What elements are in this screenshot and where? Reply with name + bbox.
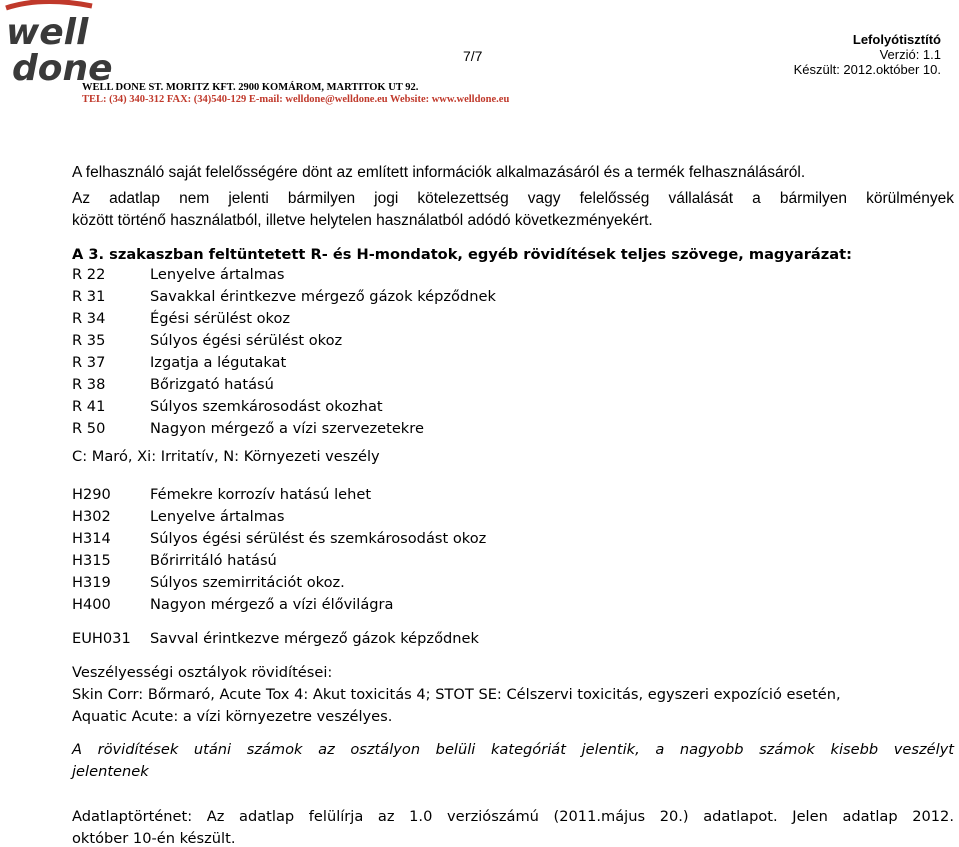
r-phrase-text: Bőrizgató hatású — [150, 376, 274, 393]
h-phrase-text: Nagyon mérgező a vízi élővilágra — [150, 596, 394, 613]
disclaimer-line-3: között történő használatból, illetve helytelen használatból adódó következményekért. — [72, 212, 653, 229]
company-address: WELL DONE ST. MORITZ KFT. 2900 KOMÁROM, MARTITOK UT 92. — [82, 82, 419, 93]
hazard-classes-heading: Veszélyességi osztályok rövidítései: — [72, 664, 333, 681]
r-phrase-row — [72, 332, 342, 349]
category-note-line-1 — [72, 741, 954, 758]
r-phrase-text: Súlyos égési sérülést okoz — [150, 332, 343, 349]
document-header-info — [794, 32, 941, 77]
company-logo — [2, 0, 114, 92]
r-phrase-text: Súlyos szemkárosodást okozhat — [150, 398, 383, 415]
r-phrase-row — [72, 420, 424, 437]
euh-phrase-row — [72, 630, 479, 647]
company-info — [82, 82, 509, 106]
h-phrase-row — [72, 486, 371, 503]
disclaimer-line-2 — [72, 188, 954, 209]
r-phrase-code: R 34 — [72, 310, 106, 327]
h-phrase-text: Súlyos szemirritációt okoz. — [150, 574, 345, 591]
r-phrase-text: Izgatja a légutakat — [150, 354, 287, 371]
h-phrase-code: H290 — [72, 486, 111, 503]
r-phrase-row — [72, 376, 274, 393]
h-phrase-code: H314 — [72, 530, 111, 547]
euh-phrase-code: EUH031 — [72, 630, 131, 647]
h-phrase-text: Súlyos égési sérülést és szemkárosodást okoz — [150, 530, 487, 547]
hazard-symbols-line: C: Maró, Xi: Irritatív, N: Környezeti veszély — [72, 448, 380, 465]
history-line-2: október 10-én készült. — [72, 830, 236, 847]
r-phrase-code: R 38 — [72, 376, 106, 393]
r-phrase-text: Égési sérülést okoz — [150, 310, 291, 327]
h-phrase-text: Bőrirritáló hatású — [150, 552, 277, 569]
history-line-1-text: Adatlaptörténet: Az adatlap felülírja az 1.0 verziószámú (2011.május 20.) adatlapot. Jelen adatlap 2012. — [72, 808, 954, 825]
r-phrase-row — [72, 266, 284, 283]
h-phrase-code: H302 — [72, 508, 111, 525]
r-phrase-text: Savakkal érintkezve mérgező gázok képződnek — [150, 288, 496, 305]
category-note-line-2: jelentenek — [72, 763, 149, 780]
disclaimer-line-1: A felhasználó saját felelősségére dönt az említett információk alkalmazásáról és a termék felhasználásáról. — [72, 164, 806, 181]
r-phrase-row — [72, 398, 383, 415]
logo-text-well: well — [6, 12, 89, 53]
document-date: Készült: 2012.október 10. — [793, 62, 941, 77]
euh-phrase-text: Savval érintkezve mérgező gázok képződnek — [150, 630, 479, 647]
h-phrase-row — [72, 552, 277, 569]
category-note-line-1-text: A rövidítések utáni számok az osztályon belüli kategóriát jelentik, a nagyobb számok kisebb veszélyt — [72, 741, 954, 758]
h-phrase-row — [72, 508, 284, 525]
logo-graphic — [2, 0, 114, 92]
h-phrase-text: Lenyelve ártalmas — [150, 508, 285, 525]
page-number: 7/7 — [463, 48, 483, 64]
history-line-1 — [72, 808, 954, 825]
r-phrase-row — [72, 354, 286, 371]
document-version: Verzió: 1.1 — [879, 47, 941, 62]
logo-text-done: done — [12, 48, 113, 89]
r-phrase-text: Nagyon mérgező a vízi szervezetekre — [150, 420, 424, 437]
disclaimer-line-2-text: Az adatlap nem jelenti bármilyen jogi kötelezettség vagy felelősség vállalását a bármilyen körülmények — [72, 190, 954, 207]
r-phrase-text: Lenyelve ártalmas — [150, 266, 285, 283]
r-phrase-code: R 41 — [72, 398, 106, 415]
r-phrase-code: R 35 — [72, 332, 106, 349]
section-heading: A 3. szakaszban feltüntetett R- és H-mondatok, egyéb rövidítések teljes szövege, magyarázat: — [72, 246, 852, 263]
r-phrase-code: R 37 — [72, 354, 106, 371]
h-phrase-row — [72, 596, 393, 613]
r-phrase-code: R 50 — [72, 420, 106, 437]
h-phrase-code: H315 — [72, 552, 111, 569]
h-phrase-row — [72, 530, 486, 547]
r-phrase-row — [72, 288, 496, 305]
h-phrase-code: H400 — [72, 596, 111, 613]
r-phrase-code: R 22 — [72, 266, 106, 283]
h-phrase-code: H319 — [72, 574, 111, 591]
h-phrase-row — [72, 574, 345, 591]
hazard-classes-line-2: Aquatic Acute: a vízi környezetre veszélyes. — [72, 708, 393, 725]
r-phrase-code: R 31 — [72, 288, 106, 305]
document-title: Lefolyótisztító — [852, 32, 941, 47]
company-contact: TEL: (34) 340-312 FAX: (34)540-129 E-mail: welldone@welldone.eu Website: www.welldone.eu — [82, 94, 510, 105]
hazard-classes-line-1: Skin Corr: Bőrmaró, Acute Tox 4: Akut toxicitás 4; STOT SE: Célszervi toxicitás, egyszeri expozíció esetén, — [72, 686, 841, 703]
r-phrase-row — [72, 310, 290, 327]
h-phrase-text: Fémekre korrozív hatású lehet — [150, 486, 372, 503]
